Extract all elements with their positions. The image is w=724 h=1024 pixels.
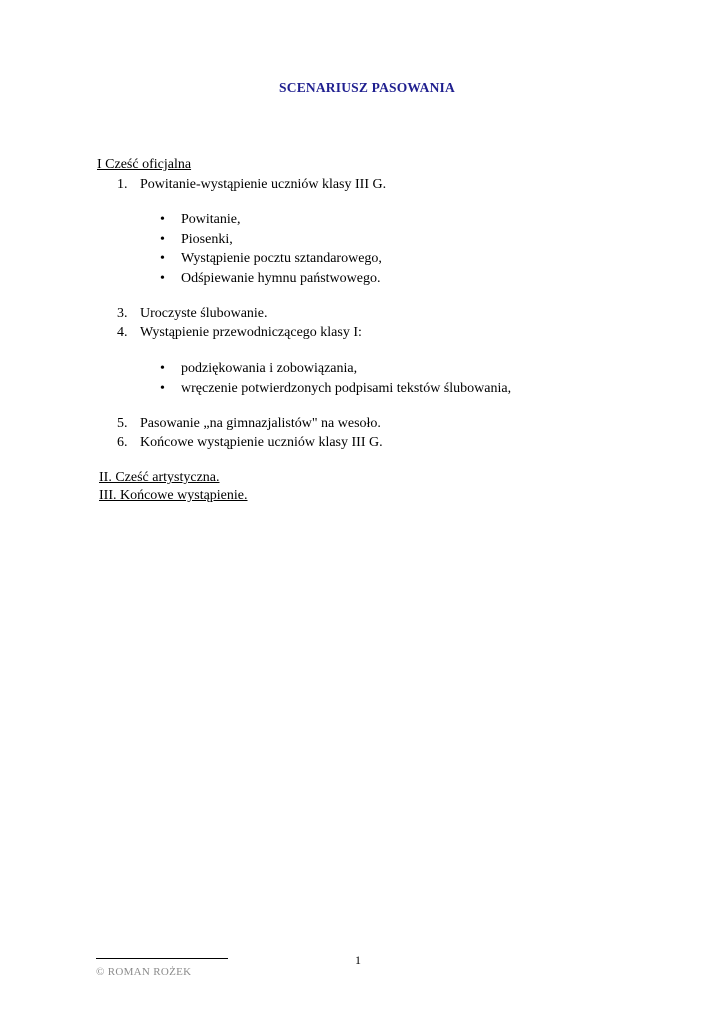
bullet-item: Powitanie,	[181, 212, 241, 227]
section-heading-artistic: II. Cześć artystyczna.	[99, 470, 220, 485]
bullet-item: Piosenki,	[181, 232, 233, 247]
bullet-icon: •	[160, 251, 165, 266]
bullet-icon: •	[160, 271, 165, 286]
item-text: Wystąpienie przewodniczącego klasy I:	[140, 325, 362, 340]
section-heading-closing: III. Końcowe wystąpienie.	[99, 488, 248, 503]
item-number: 4.	[117, 325, 128, 340]
item-number: 1.	[117, 177, 128, 192]
item-text: Powitanie-wystąpienie uczniów klasy III G.	[140, 177, 387, 192]
item-text: Pasowanie „na gimnazjalistów" na wesoło.	[140, 416, 381, 431]
bullet-item: podziękowania i zobowiązania,	[181, 361, 358, 376]
bullet-icon: •	[160, 212, 165, 227]
bullet-icon: •	[160, 361, 165, 376]
section-heading-official: I Cześć oficjalna	[97, 157, 192, 172]
item-number: 3.	[117, 306, 128, 321]
item-text: Końcowe wystąpienie uczniów klasy III G.	[140, 435, 383, 450]
item-number: 5.	[117, 416, 128, 431]
bullet-item: wręczenie potwierdzonych podpisami tekstów ślubowania,	[181, 381, 512, 396]
bullet-icon: •	[160, 232, 165, 247]
item-text: Uroczyste ślubowanie.	[140, 306, 268, 321]
page-number: 1	[355, 953, 361, 967]
copyright-notice: © ROMAN ROŻEK	[96, 966, 192, 978]
page-title: SCENARIUSZ PASOWANIA	[279, 80, 455, 95]
bullet-icon: •	[160, 381, 165, 396]
item-number: 6.	[117, 435, 128, 450]
bullet-item: Wystąpienie pocztu sztandarowego,	[181, 251, 382, 266]
bullet-item: Odśpiewanie hymnu państwowego.	[181, 271, 381, 286]
